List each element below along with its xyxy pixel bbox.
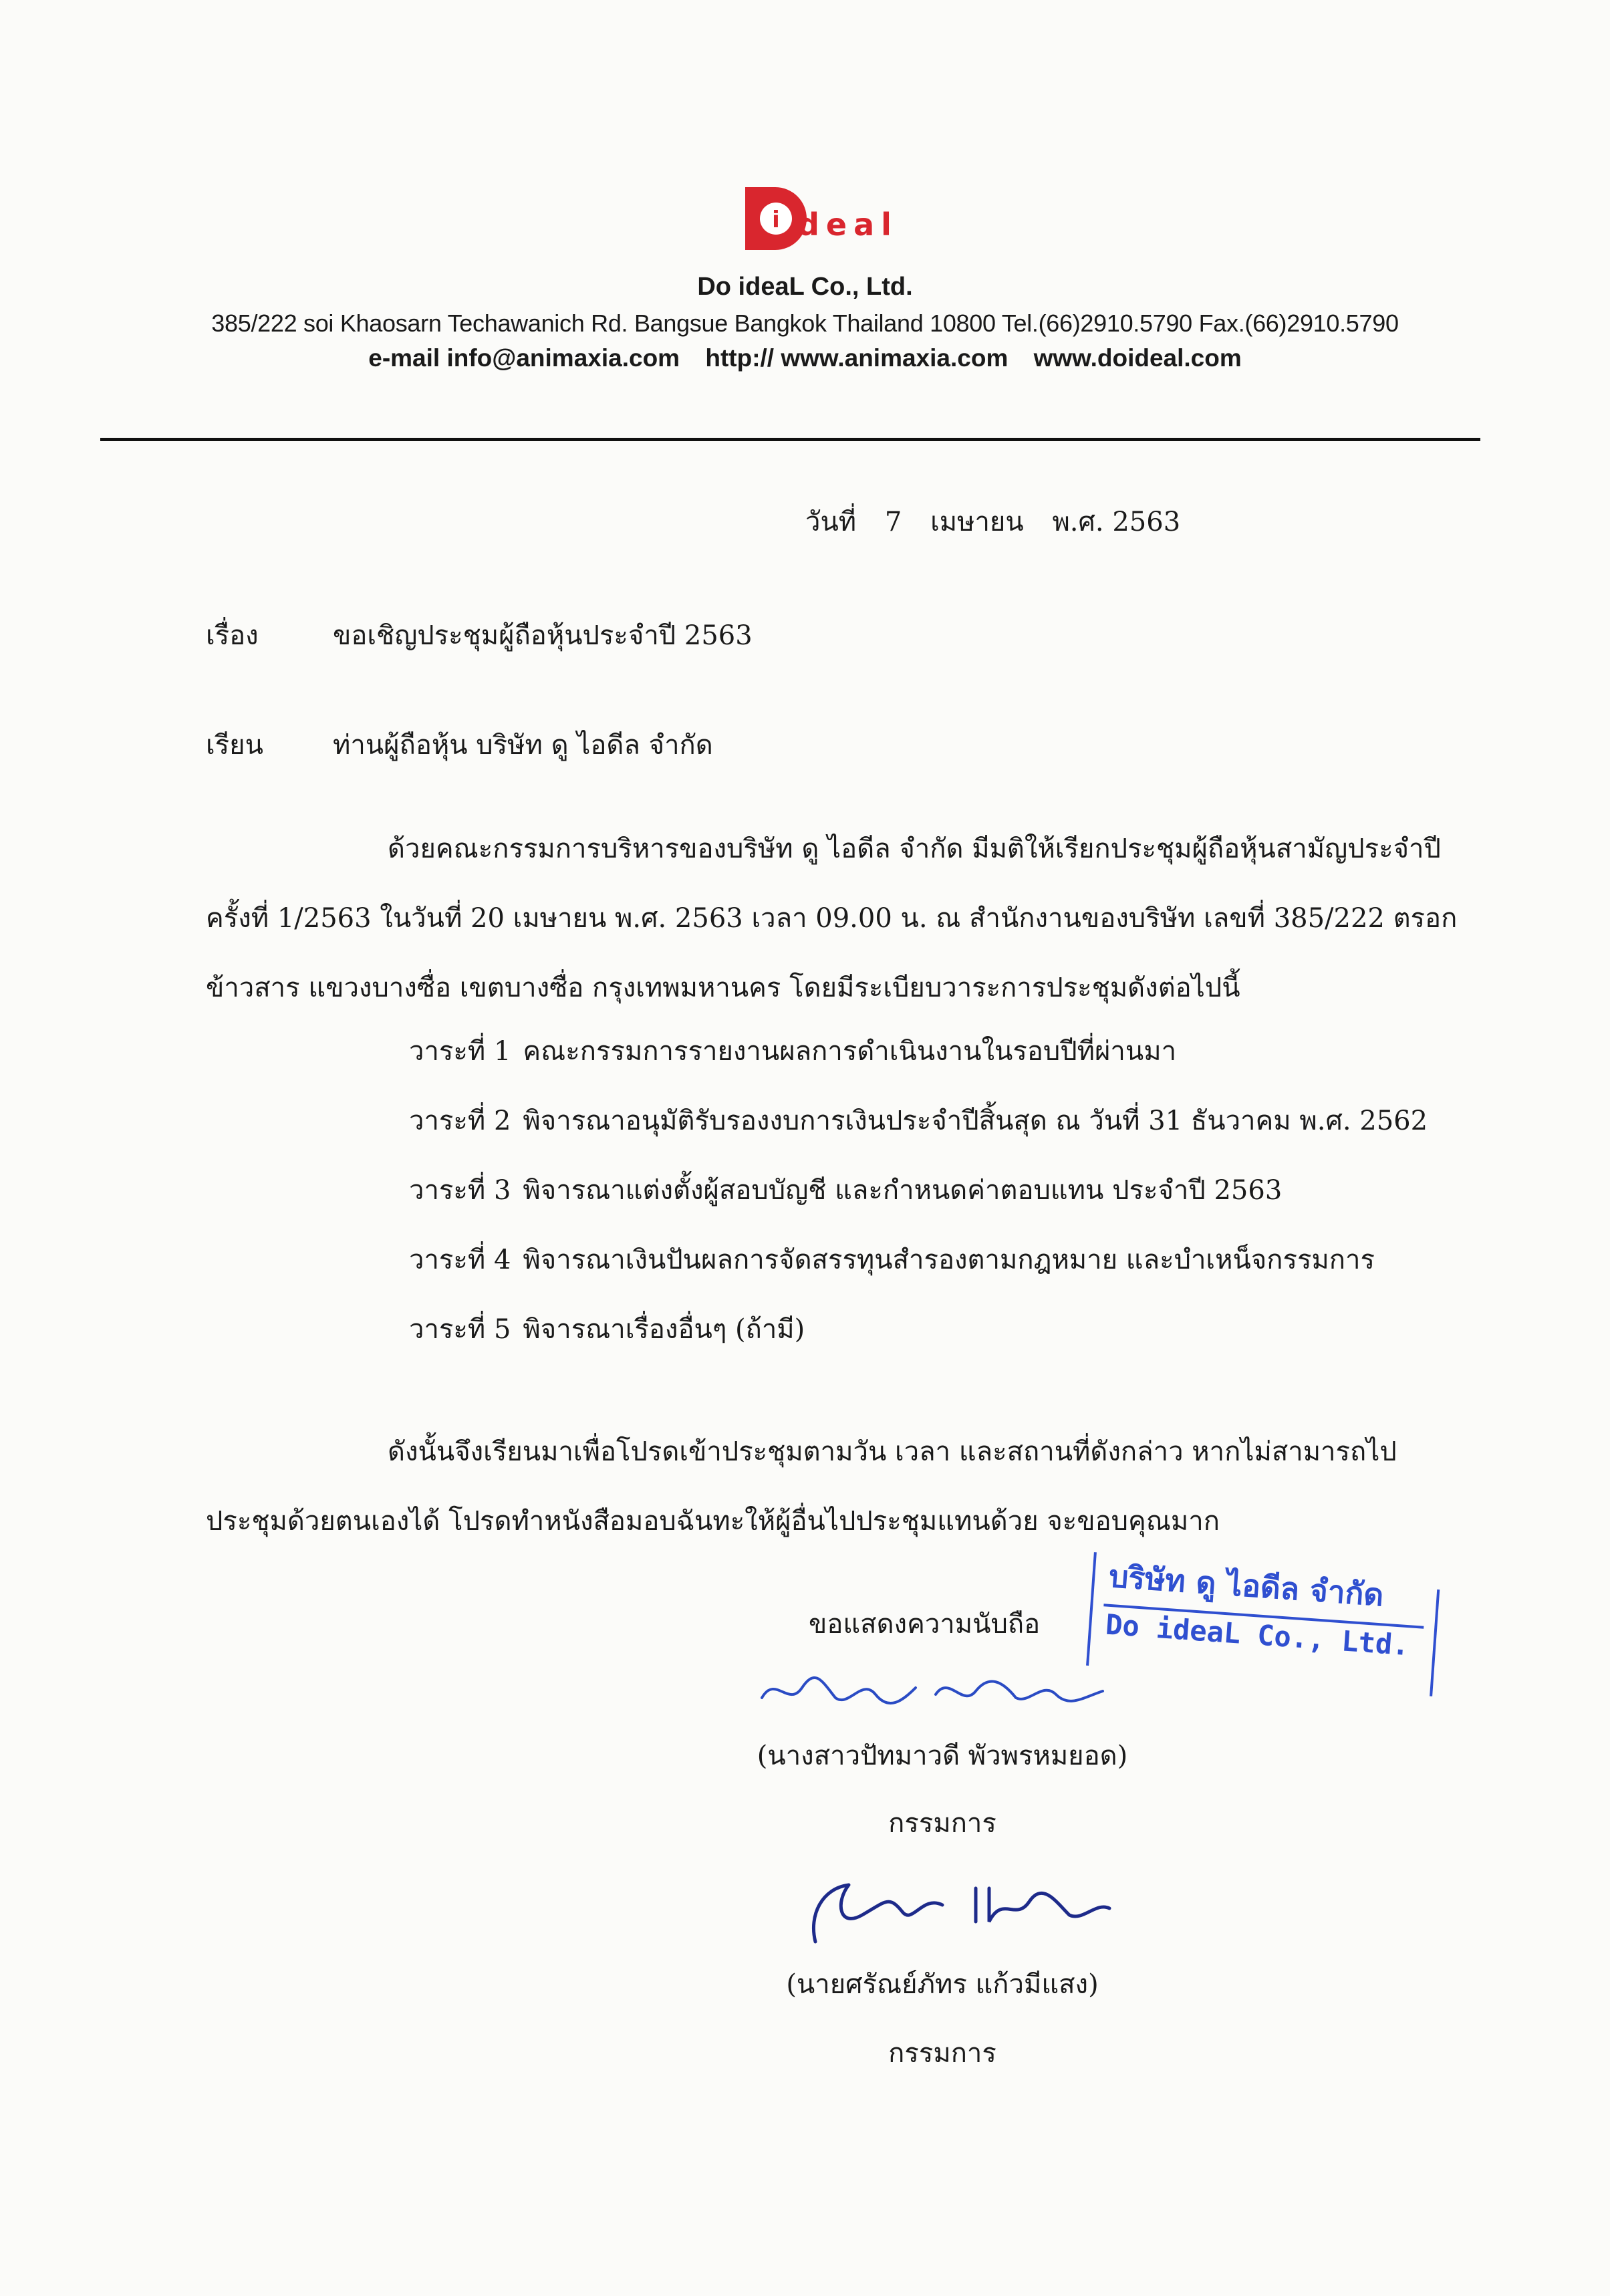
agenda-number: วาระที่ 3 [409, 1175, 511, 1206]
agenda-text: พิจารณาแต่งตั้งผู้สอบบัญชี และกำหนดค่าตอบแทน ประจำปี 2563 [523, 1175, 1283, 1206]
letter-date [805, 500, 1200, 543]
agenda-item [409, 1031, 1428, 1101]
company-logo [739, 182, 939, 255]
subject-value: ขอเชิญประชุมผู้ถือหุ้นประจำปี 2563 [333, 620, 753, 651]
letterhead-divider [100, 438, 1480, 441]
agenda-item [409, 1309, 1428, 1379]
svg-text:i: i [772, 207, 780, 233]
agenda-item [409, 1170, 1428, 1240]
recipient-label: เรียน [206, 730, 263, 761]
agenda-number: วาระที่ 5 [409, 1314, 511, 1345]
signature-2 [775, 1875, 1123, 1948]
agenda-number: วาระที่ 2 [409, 1106, 511, 1136]
signatory-2-title: กรรมการ [888, 2038, 996, 2069]
closing-salutation: ขอแสดงความนับถือ [809, 1609, 1041, 1640]
agenda-item [409, 1240, 1428, 1309]
company-website-2: www.doideal.com [1033, 344, 1242, 372]
body-text: ด้วยคณะกรรมการบริหารของบริษัท ดู ไอดีล จำกัด มีมติให้เรียกประชุมผู้ถือหุ้นสามัญประจำปี ครั้งที่ 1/2563 ในวันที่ 20 เมษายน พ.ศ. 2563 เวลา 09.00 น. ณ สำนักงานของบริษัท เลขที่ 385/222 ตรอกข้าวสาร แขวงบางซื่อ เขตบางซื่อ กรุงเทพมหานคร โดยมีระเบียบวาระการประชุมดังต่อไปนี้ [206, 834, 1458, 1003]
date-label: วันที่ [805, 507, 857, 537]
svg-text:deal: deal [797, 207, 898, 243]
signature-1 [749, 1661, 1123, 1714]
company-email: e-mail info@animaxia.com [368, 344, 680, 372]
closing-paragraph [206, 1417, 1466, 1556]
agenda-item [409, 1101, 1428, 1170]
signatory-1-title: กรรมการ [888, 1808, 996, 1839]
company-website-1: http:// www.animaxia.com [705, 344, 1009, 372]
company-contact [0, 344, 1610, 372]
date-day: 7 [884, 507, 902, 537]
agenda-text: พิจารณาเรื่องอื่นๆ (ถ้ามี) [523, 1314, 805, 1345]
agenda-number: วาระที่ 1 [409, 1036, 511, 1067]
agenda-text: พิจารณาอนุมัติรับรองงบการเงินประจำปีสิ้นสุด ณ วันที่ 31 ธันวาคม พ.ศ. 2562 [523, 1106, 1428, 1136]
company-stamp [1085, 1545, 1442, 1703]
signatory-1-name: (นางสาวปัทมาวดี พัวพรหมยอด) [757, 1741, 1128, 1771]
signatory-2-name: (นายศรัณย์ภัทร แก้วมีแสง) [786, 1969, 1099, 2000]
agenda-list [409, 1031, 1428, 1379]
stamp-thai: บริษัท ดู ไอดีล จำกัด [1107, 1557, 1385, 1614]
company-name: Do ideaL Co., Ltd. [697, 273, 913, 301]
company-address: 385/222 soi Khaosarn Techawanich Rd. Bangsue Bangkok Thailand 10800 Tel.(66)2910.5790 Fax.(66)2910.5790 [211, 309, 1399, 337]
date-month: เมษายน [930, 507, 1024, 537]
subject-label: เรื่อง [206, 620, 259, 651]
closing-text: ดังนั้นจึงเรียนมาเพื่อโปรดเข้าประชุมตามวัน เวลา และสถานที่ดังกล่าว หากไม่สามารถไปประชุมด้วยตนเองได้ โปรดทำหนังสือมอบฉันทะให้ผู้อื่นไปประชุมแทนด้วย จะขอบคุณมาก [206, 1436, 1397, 1537]
agenda-number: วาระที่ 4 [409, 1245, 511, 1275]
recipient-value: ท่านผู้ถือหุ้น บริษัท ดู ไอดีล จำกัด [333, 730, 713, 761]
stamp-english: Do ideaL Co., Ltd. [1104, 1608, 1411, 1662]
body-paragraph [206, 814, 1466, 1023]
agenda-text: คณะกรรมการรายงานผลการดำเนินงานในรอบปีที่ผ่านมา [523, 1036, 1177, 1067]
agenda-text: พิจารณาเงินปันผลการจัดสรรทุนสำรองตามกฎหมาย และบำเหน็จกรรมการ [523, 1245, 1375, 1275]
date-year: พ.ศ. 2563 [1052, 507, 1181, 537]
